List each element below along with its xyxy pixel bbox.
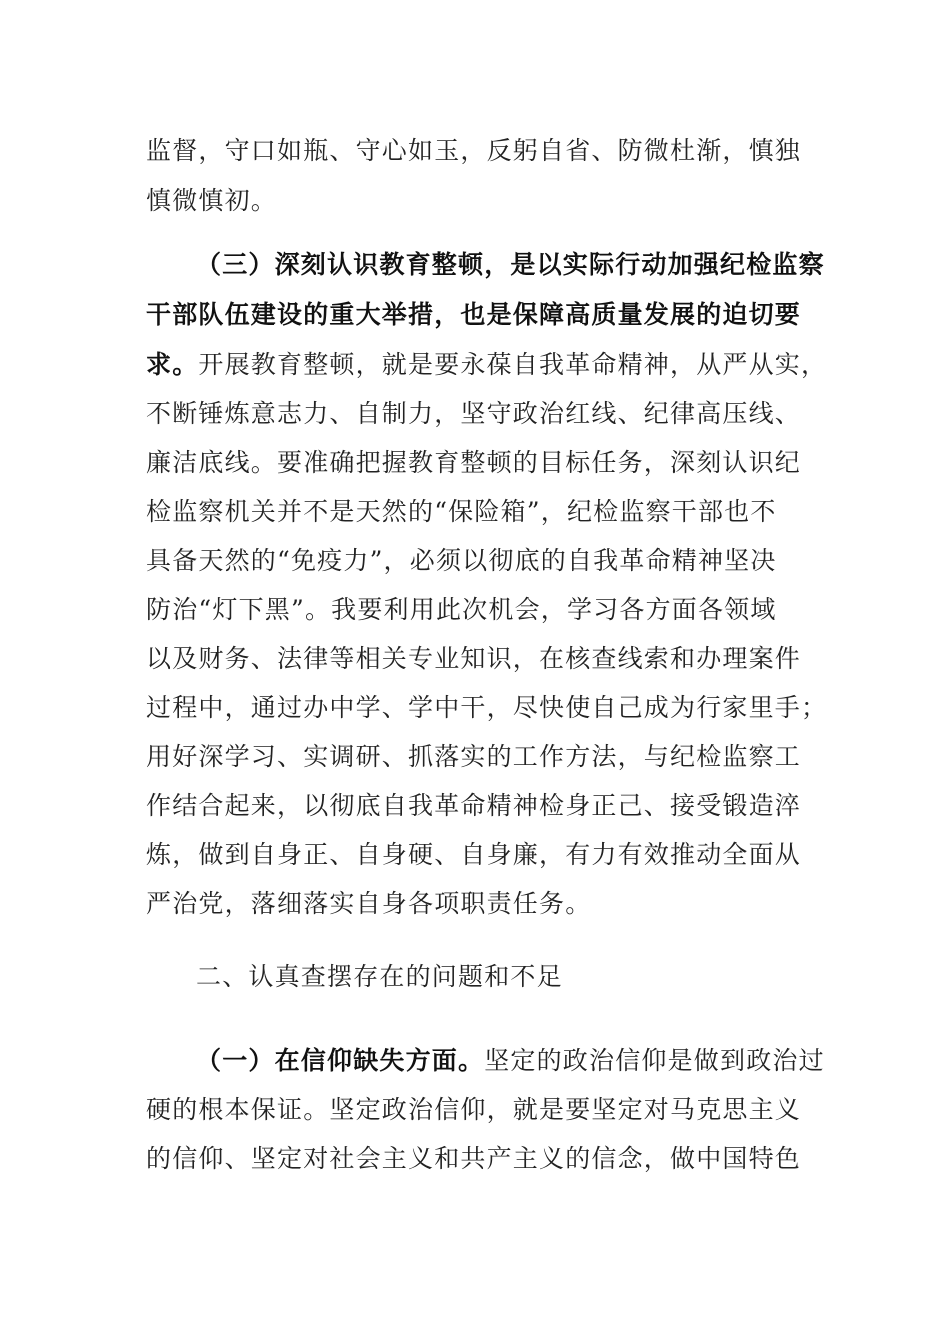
body-text-line — [146, 394, 806, 434]
text-run: 硬的根本保证。坚定政治信仰，就是要坚定对马克思主义 — [146, 1095, 802, 1124]
body-text-line — [146, 443, 806, 483]
text-run: 具备天然的“免疫力”，必须以彻底的自我革命精神坚决 — [146, 546, 777, 575]
section-heading-line — [196, 245, 856, 285]
text-run: 用好深学习、实调研、抓落实的工作方法，与纪检监察工 — [146, 742, 802, 771]
body-text-line — [146, 131, 806, 171]
body-text-line — [146, 786, 806, 826]
body-text-line — [146, 541, 806, 581]
text-run: 检监察机关并不是天然的“保险箱”，纪检监察干部也不 — [146, 497, 777, 526]
chapter-heading — [196, 957, 856, 997]
body-text-line — [146, 492, 806, 532]
body-text-line — [146, 1139, 806, 1179]
body-text-line — [146, 181, 806, 221]
body-text-line — [146, 590, 806, 630]
text-run: 防治“灯下黑”。我要利用此次机会，学习各方面各领域 — [146, 595, 777, 624]
text-run: 监督，守口如瓶、守心如玉，反躬自省、防微杜渐，慎独 — [146, 136, 802, 165]
body-text-line — [196, 1041, 856, 1081]
text-run: 炼，做到自身正、自身硬、自身廉，有力有效推动全面从 — [146, 840, 802, 869]
bold-text-run: （三）深刻认识教育整顿，是以实际行动加强纪检监察 — [196, 250, 825, 279]
text-run: 作结合起来，以彻底自我革命精神检身正己、接受锻造淬 — [146, 791, 802, 820]
section-heading-line — [146, 295, 806, 335]
bold-text-run: （一）在信仰缺失方面。 — [196, 1046, 485, 1075]
body-text-line — [146, 835, 806, 875]
bold-text-run: 干部队伍建设的重大举措，也是保障高质量发展的迫切要 — [146, 300, 802, 329]
text-run: 严治党，落细落实自身各项职责任务。 — [146, 889, 592, 918]
text-run: 过程中，通过办中学、学中干，尽快使自己成为行家里手； — [146, 693, 828, 722]
body-text-line — [146, 688, 828, 728]
text-run: 以及财务、法律等相关专业知识，在核查线索和办理案件 — [146, 644, 802, 673]
bold-text-run: 求。 — [146, 350, 199, 379]
text-run: 廉洁底线。要准确把握教育整顿的目标任务，深刻认识纪 — [146, 448, 802, 477]
text-run: 坚定的政治信仰是做到政治过 — [484, 1046, 825, 1075]
body-text-line — [146, 345, 828, 385]
body-text-line — [146, 737, 806, 777]
body-text-line — [146, 639, 806, 679]
body-text-line — [146, 884, 806, 924]
text-run: 开展教育整顿，就是要永葆自我革命精神，从严从实， — [198, 350, 828, 379]
heading-text: 二、认真查摆存在的问题和不足 — [196, 962, 563, 991]
text-run: 不断锤炼意志力、自制力，坚守政治红线、纪律高压线、 — [146, 399, 802, 428]
text-run: 的信仰、坚定对社会主义和共产主义的信念，做中国特色 — [146, 1144, 802, 1173]
body-text-line — [146, 1090, 806, 1130]
text-run: 慎微慎初。 — [146, 186, 278, 215]
